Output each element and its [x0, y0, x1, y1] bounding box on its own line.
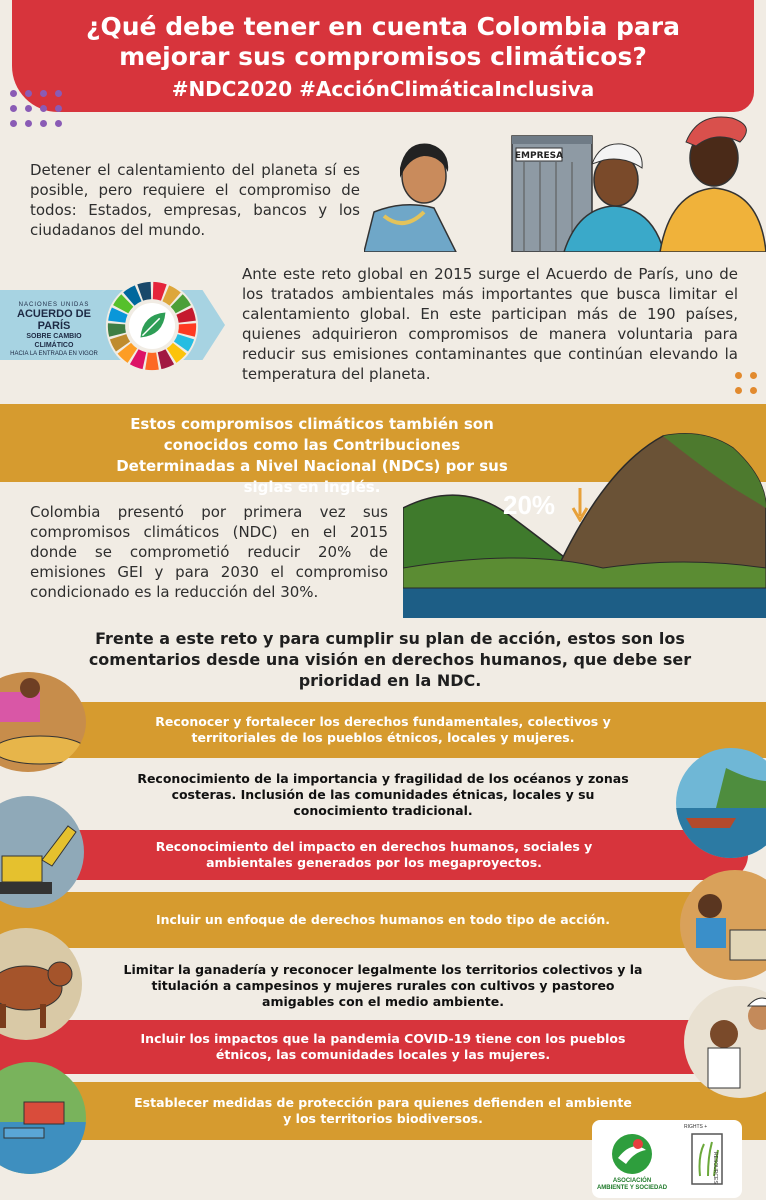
mountain-illustration: [403, 428, 766, 618]
header-banner: [12, 0, 754, 112]
partner-logos: [592, 1120, 742, 1198]
paris-badge-text: [6, 302, 102, 358]
badge-subtitle: SOBRE CAMBIO CLIMÁTICO: [26, 333, 82, 349]
people-illustration: [364, 112, 766, 252]
row-2: [0, 766, 766, 824]
sdg-wheel-icon: [104, 278, 200, 374]
asociacion-ambiente-sociedad-logo: [604, 1130, 660, 1178]
title-line-1: ¿Qué debe tener en cuenta Colombia para: [86, 12, 680, 41]
paris-paragraph: Ante este reto global en 2015 surge el Acuerdo de París, uno de los tratados ambientales más importantes que busca limitar el calentamiento global. En este participan más de 190 países, quienes adquirieron compromisos de manera voluntaria para reducir sus emisiones contaminantes que continúan elevando la temperatura del planeta.: [242, 265, 738, 383]
row-5: [0, 958, 766, 1014]
row-5-text: Limitar la ganadería y reconocer legalmente los territorios colectivos y la titulación a campesinos y mujeres rurales con cultivos y pastoreo amigables con el medio ambiente.: [123, 962, 643, 1009]
row-1: [0, 702, 766, 758]
decorative-dots-right: [735, 372, 757, 394]
row-7-text: Establecer medidas de protección para quienes defienden el ambiente y los territorios biodiversos.: [134, 1095, 632, 1126]
rights-resources-logo: [690, 1132, 724, 1186]
row-4-text: Incluir un enfoque de derechos humanos en todo tipo de acción.: [155, 912, 611, 927]
hashtags: #NDC2020 #AcciónClimáticaInclusiva: [171, 77, 595, 101]
frente-heading: Frente a este reto y para cumplir su plan de acción, estos son los comentarios desde una visión en derechos humanos, que debe ser prioridad en la NDC.: [88, 629, 692, 690]
title-line-2: mejorar sus compromisos climáticos?: [119, 42, 647, 71]
row-2-text: Reconocimiento de la importancia y fragilidad de los océanos y zonas costeras. Inclusión de las comunidades étnicas, locales y su conocimiento tradicional.: [137, 771, 629, 818]
ndc-band-text: Estos compromisos climáticos también son conocidos como las Contribuciones Determinadas a Nivel Nacional (NDCs) por sus siglas en inglés.: [116, 415, 508, 496]
row-1-text: Reconocer y fortalecer los derechos fundamentales, colectivos y territoriales de los pueblos étnicos, locales y mujeres.: [155, 714, 611, 745]
row-3-text: Reconocimiento del impacto en derechos humanos, sociales y ambientales generados por los megaproyectos.: [155, 839, 593, 870]
badge-small-text: NACIONES UNIDAS: [18, 302, 90, 308]
badge-title: ACUERDO DE PARÍS: [17, 308, 91, 332]
row-6-text: Incluir los impactos que la pandemia COVID-19 tiene con los pueblos étnicos, las comunidades locales y las mujeres.: [140, 1031, 626, 1062]
badge-note: HACIA LA ENTRADA EN VIGOR: [10, 351, 98, 357]
building-sign: EMPRESA: [514, 151, 564, 161]
intro-paragraph: Detener el calentamiento del planeta sí es posible, pero requiere el compromiso de todos: Estados, empresas, bancos y los ciudadanos del mundo.: [30, 161, 360, 239]
river-village-photo: [0, 1062, 86, 1174]
row-6: [0, 1020, 766, 1074]
rights-line1: RIGHTS +: [684, 1124, 708, 1130]
asociacion-line1: ASOCIACIÓN: [612, 1178, 652, 1184]
asociacion-line2: AMBIENTE Y SOCIEDAD: [596, 1185, 668, 1191]
row-3: [0, 830, 748, 880]
arrow-down-icon: [571, 488, 589, 522]
decorative-dots-left: [10, 90, 62, 127]
percent-20-label: 20%: [503, 490, 556, 520]
colombia-paragraph: Colombia presentó por primera vez sus compromisos climáticos (NDC) en el 2015 donde se comprometió reducir 20% de emisiones GEI y para 2030 el compromiso condicionado es la reducción del 30%.: [30, 503, 388, 601]
rights-line2: RESOURCES: [712, 1152, 718, 1184]
row-4: [0, 892, 766, 948]
